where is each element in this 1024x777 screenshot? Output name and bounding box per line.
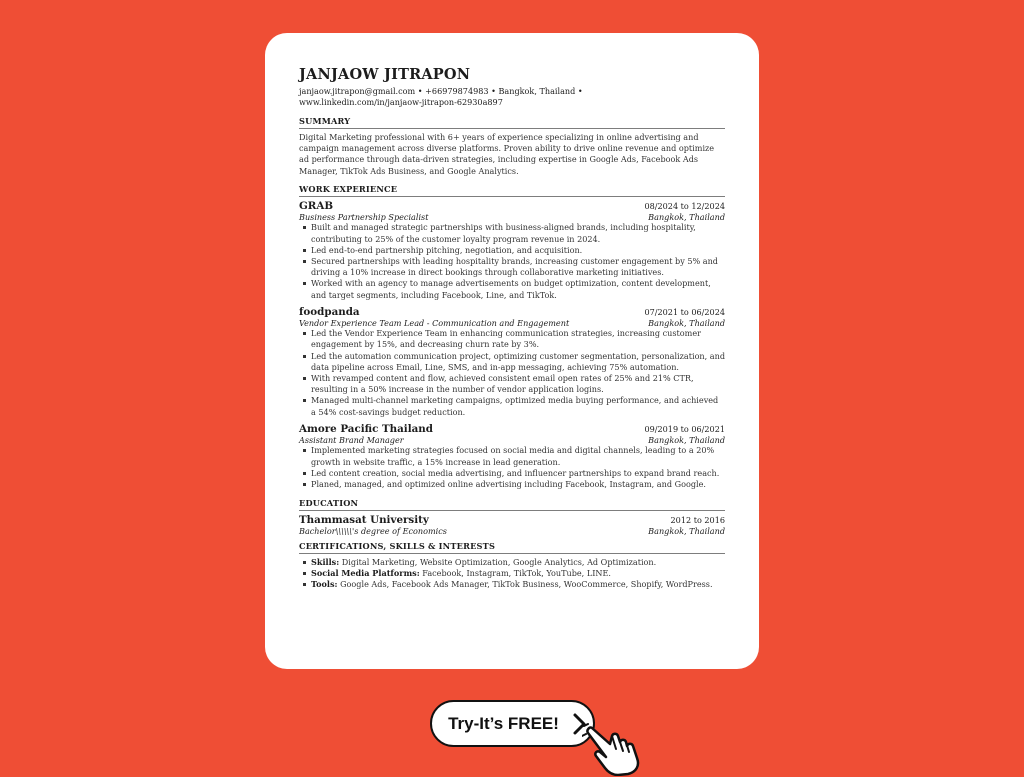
job-role: Assistant Brand Manager (299, 434, 404, 445)
job-location: Bangkok, Thailand (648, 211, 725, 222)
resume-name: JANJAOW JITRAPON (299, 66, 471, 83)
contact-line: janjaow.jitrapon@gmail.com • +66979874983 • Bangkok, Thailand • (299, 86, 583, 96)
skills-value: Digital Marketing, Website Optimization, Google Analytics, Ad Optimization. (339, 556, 657, 567)
experience-heading: WORK EXPERIENCE (299, 184, 725, 197)
job-company: foodpanda (299, 305, 360, 318)
job-bullets (299, 445, 725, 490)
resume-document (299, 66, 725, 590)
education-entry (299, 514, 725, 537)
job-bullet: Led end-to-end partnership pitching, negotiation, and acquisition. (311, 245, 725, 256)
certs-heading: CERTIFICATIONS, SKILLS & INTERESTS (299, 541, 725, 554)
skills-item (311, 557, 725, 568)
job-bullet: With revamped content and flow, achieved consistent email open rates of 25% and 21% CTR, resulting in a 50% increase in the number of vendor application logins. (311, 373, 725, 395)
summary-heading: SUMMARY (299, 116, 725, 129)
skills-value: Google Ads, Facebook Ads Manager, TikTok Business, WooCommerce, Shopify, WordPress. (337, 579, 713, 590)
job-entry (299, 423, 725, 490)
skills-list (299, 557, 725, 591)
pointing-hand-icon (582, 722, 646, 776)
degree: Bachelor\\\\\\'s degree of Economics (299, 526, 447, 537)
skills-item (311, 579, 725, 590)
linkedin-url: www.linkedin.com/in/janjaow-jitrapon-62930a897 (299, 97, 503, 107)
try-free-label: Try-It’s FREE! (448, 713, 559, 733)
education-location: Bangkok, Thailand (648, 526, 725, 537)
job-role: Business Partnership Specialist (299, 211, 429, 222)
job-dates: 08/2024 to 12/2024 (644, 200, 725, 211)
job-entry (299, 306, 725, 418)
contact-info (299, 86, 725, 108)
job-bullet: Led the Vendor Experience Team in enhancing communication strategies, increasing customer engagement by 15%, and decreasing churn rate by 3%. (311, 328, 725, 350)
school-name: Thammasat University (299, 514, 429, 527)
job-bullet: Worked with an agency to manage advertisements on budget optimization, content development, and target segments, including Facebook, Line, and TikTok. (311, 278, 725, 300)
job-bullet: Implemented marketing strategies focused on social media and digital channels, leading to a 20% growth in website traffic, a 15% increase in lead generation. (311, 445, 725, 467)
resume-card (265, 33, 759, 669)
job-company: GRAB (299, 199, 334, 212)
skills-label: Tools: (311, 579, 338, 590)
job-bullet: Led content creation, social media advertising, and influencer partnerships to expand brand reach. (311, 468, 725, 479)
summary-text: Digital Marketing professional with 6+ years of experience specializing in online advertising and campaign management across diverse platforms. Proven ability to drive online revenue and optimize ad performance through data-driven strategies, including expertise in Google Ads, Facebook Ads Manager, TikTok Ads Business, and Google Analytics. (299, 132, 715, 176)
job-bullets (299, 328, 725, 418)
job-bullet: Managed multi-channel marketing campaigns, optimized media buying performance, and achieved a 54% cost-savings budget reduction. (311, 395, 725, 417)
job-location: Bangkok, Thailand (648, 434, 725, 445)
job-location: Bangkok, Thailand (648, 317, 725, 328)
education-heading: EDUCATION (299, 498, 725, 511)
job-bullets (299, 222, 725, 300)
job-bullet: Planed, managed, and optimized online advertising including Facebook, Instagram, and Google. (311, 479, 725, 490)
job-role: Vendor Experience Team Lead - Communication and Engagement (299, 317, 570, 328)
job-bullet: Built and managed strategic partnerships with business-aligned brands, including hospitality, contributing to 25% of the customer loyalty program revenue in 2024. (311, 222, 725, 244)
skills-label: Skills: (311, 556, 340, 567)
education-dates: 2012 to 2016 (670, 515, 725, 526)
try-free-button[interactable] (430, 700, 595, 747)
job-dates: 09/2019 to 06/2021 (644, 423, 725, 434)
skills-label: Social Media Platforms: (311, 567, 420, 578)
job-bullet: Secured partnerships with leading hospitality brands, increasing customer engagement by 5% and driving a 10% increase in direct bookings through collaborative marketing initiatives. (311, 256, 725, 278)
job-entry (299, 200, 725, 301)
job-company: Amore Pacific Thailand (299, 422, 433, 435)
job-bullet: Led the automation communication project, optimizing customer segmentation, personalization, and data pipeline across Email, Line, SMS, and in-app messaging, achieving 75% automation. (311, 350, 726, 372)
skills-value: Facebook, Instagram, TikTok, YouTube, LINE. (419, 567, 611, 578)
job-dates: 07/2021 to 06/2024 (644, 306, 725, 317)
skills-item (311, 568, 725, 579)
